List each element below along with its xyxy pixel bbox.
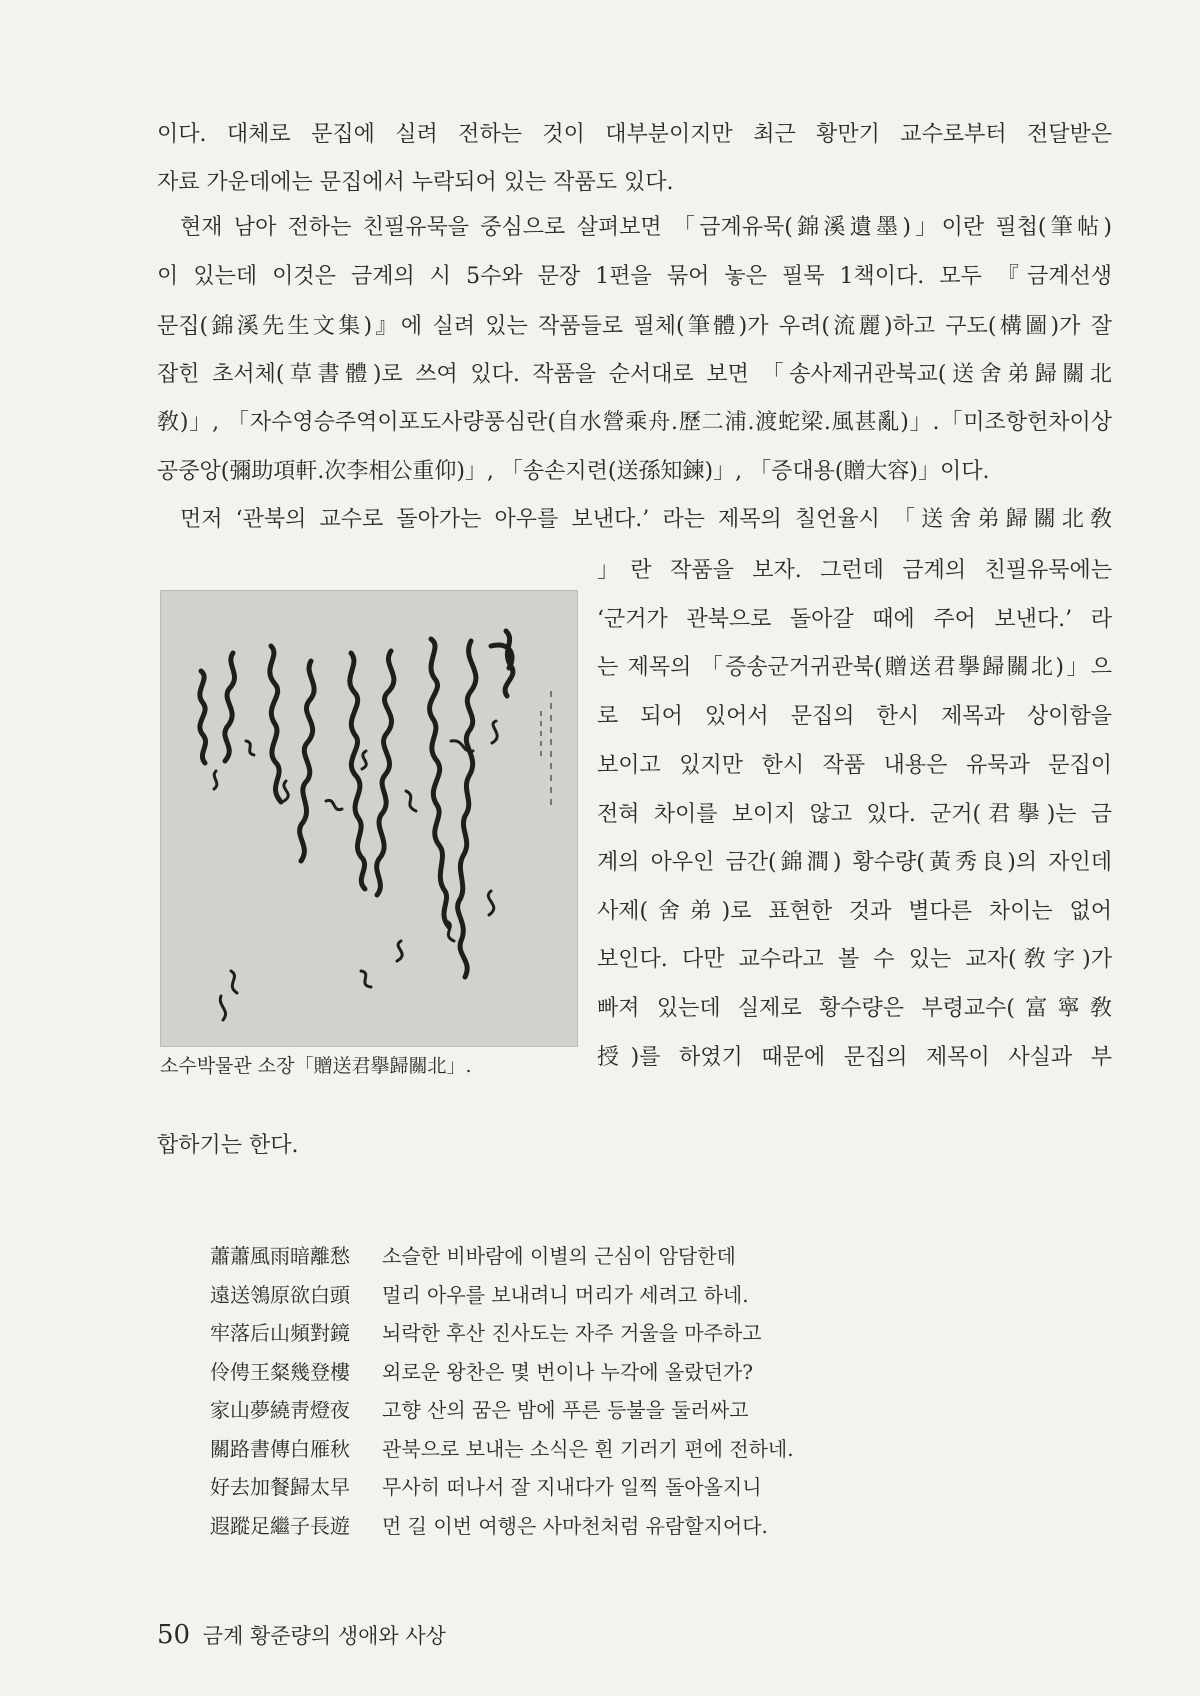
page-number: 50	[157, 1620, 191, 1650]
poem-row	[210, 1468, 794, 1507]
calligraphy-illustration	[161, 591, 577, 1046]
running-title: 금계 황준량의 생애와 사상	[202, 1624, 446, 1648]
poem-row	[210, 1237, 794, 1276]
wrap-line-6: 전혀 차이를 보이지 않고 있다. 군거(君擧)는 금	[597, 802, 1112, 827]
poem-translation: 고향 산의 꿈은 밤에 푸른 등불을 둘러싸고	[382, 1398, 749, 1422]
poem-hanja: 遐蹤足繼子長遊	[210, 1513, 350, 1538]
poem-translation: 멀리 아우를 보내려니 머리가 세려고 하네.	[382, 1282, 749, 1307]
poem-row	[210, 1314, 794, 1353]
poem-row	[210, 1391, 794, 1430]
poem-row	[210, 1507, 794, 1546]
wrap-line-1: 」란 작품을 보자. 그런데 금계의 친필유묵에는	[597, 558, 1112, 583]
body-line-5: 문집(錦溪先生文集)』에 실려 있는 작품들로 필체(筆體)가 우려(流麗)하고 구도(構圖)가 잘	[157, 314, 1112, 339]
poem-translation: 먼 길 이번 여행은 사마천처럼 유람할지어다.	[382, 1513, 768, 1538]
wrap-line-7: 계의 아우인 금간(錦澗) 황수량(黃秀良)의 자인데	[597, 850, 1112, 875]
wrap-line-8: 사제(舍弟)로 표현한 것과 별다른 차이는 없어	[597, 899, 1112, 924]
poem-translation: 뇌락한 후산 진사도는 자주 거울을 마주하고	[382, 1321, 762, 1345]
wrap-line-4: 로 되어 있어서 문집의 한시 제목과 상이함을	[597, 704, 1112, 729]
body-line-4: 이 있는데 이것은 금계의 시 5수와 문장 1편을 묶어 놓은 필묵 1책이다. 모두 『금계선생	[157, 264, 1112, 289]
figure-caption: 소수박물관 소장「贈送君擧歸關北」.	[160, 1055, 472, 1077]
wrap-line-2: ‘군거가 관북으로 돌아갈 때에 주어 보낸다.’ 라	[597, 607, 1112, 632]
poem-hanja: 家山夢繞靑燈夜	[210, 1398, 350, 1422]
body-line-3: 현재 남아 전하는 친필유묵을 중심으로 살펴보면 「금계유묵(錦溪遺墨)」이란 필첩(筆帖)	[180, 215, 1112, 240]
poem-hanja: 牢落后山頻對鏡	[210, 1321, 350, 1345]
poem-row	[210, 1353, 794, 1392]
wrap-line-3: 는 제목의 「증송군거귀관북(贈送君擧歸關北)」으	[597, 655, 1112, 680]
poem-hanja: 伶俜王粲幾登樓	[210, 1359, 350, 1384]
poem-hanja: 蕭蕭風雨暗離愁	[210, 1244, 350, 1268]
poem-hanja: 遠送鴒原欲白頭	[210, 1282, 350, 1307]
page-footer	[157, 1620, 446, 1650]
poem-hanja: 好去加餐歸太早	[210, 1475, 350, 1499]
body-line-6: 잡힌 초서체(草書體)로 쓰여 있다. 작품을 순서대로 보면 「송사제귀관북교(送舍弟歸關北	[157, 362, 1112, 387]
poem-hanja: 關路書傳白雁秋	[210, 1436, 350, 1461]
poem-translation: 무사히 떠나서 잘 지내다가 일찍 돌아올지니	[382, 1475, 762, 1499]
poem-row	[210, 1430, 794, 1469]
body-line-7: 敎)」, 「자수영승주역이포도사량풍심란(自水營乘舟.歷二浦.渡蛇梁.風甚亂)」.「미조항헌차이상	[157, 410, 1112, 435]
body-line-1: 이다. 대체로 문집에 실려 전하는 것이 대부분이지만 최근 황만기 교수로부터 전달받은	[157, 122, 1112, 147]
body-line-8: 공중앙(彌助項軒.次李相公重仰)」, 「송손지련(送孫知鍊)」, 「증대용(贈大容)」이다.	[157, 459, 990, 484]
wrap-line-9: 보인다. 다만 교수라고 볼 수 있는 교자(敎字)가	[597, 947, 1112, 972]
poem-block	[210, 1237, 794, 1545]
poem-translation: 관북으로 보내는 소식은 흰 기러기 편에 전하네.	[382, 1436, 794, 1461]
body-line-2: 자료 가운데에는 문집에서 누락되어 있는 작품도 있다.	[157, 170, 674, 195]
poem-row	[210, 1276, 794, 1315]
wrap-line-5: 보이고 있지만 한시 작품 내용은 유묵과 문집이	[597, 753, 1112, 778]
body-line-after: 합하기는 한다.	[157, 1133, 299, 1158]
poem-translation: 소슬한 비바람에 이별의 근심이 암담한데	[382, 1244, 736, 1268]
body-line-9: 먼저 ‘관북의 교수로 돌아가는 아우를 보낸다.’ 라는 제목의 칠언율시 「送舍弟歸關北敎	[180, 507, 1112, 532]
calligraphy-image	[160, 590, 578, 1047]
wrap-line-10: 빠져 있는데 실제로 황수량은 부령교수(富寧敎	[597, 996, 1112, 1021]
wrap-line-11: 授)를 하였기 때문에 문집의 제목이 사실과 부	[597, 1045, 1112, 1070]
poem-translation: 외로운 왕찬은 몇 번이나 누각에 올랐던가?	[382, 1359, 753, 1384]
